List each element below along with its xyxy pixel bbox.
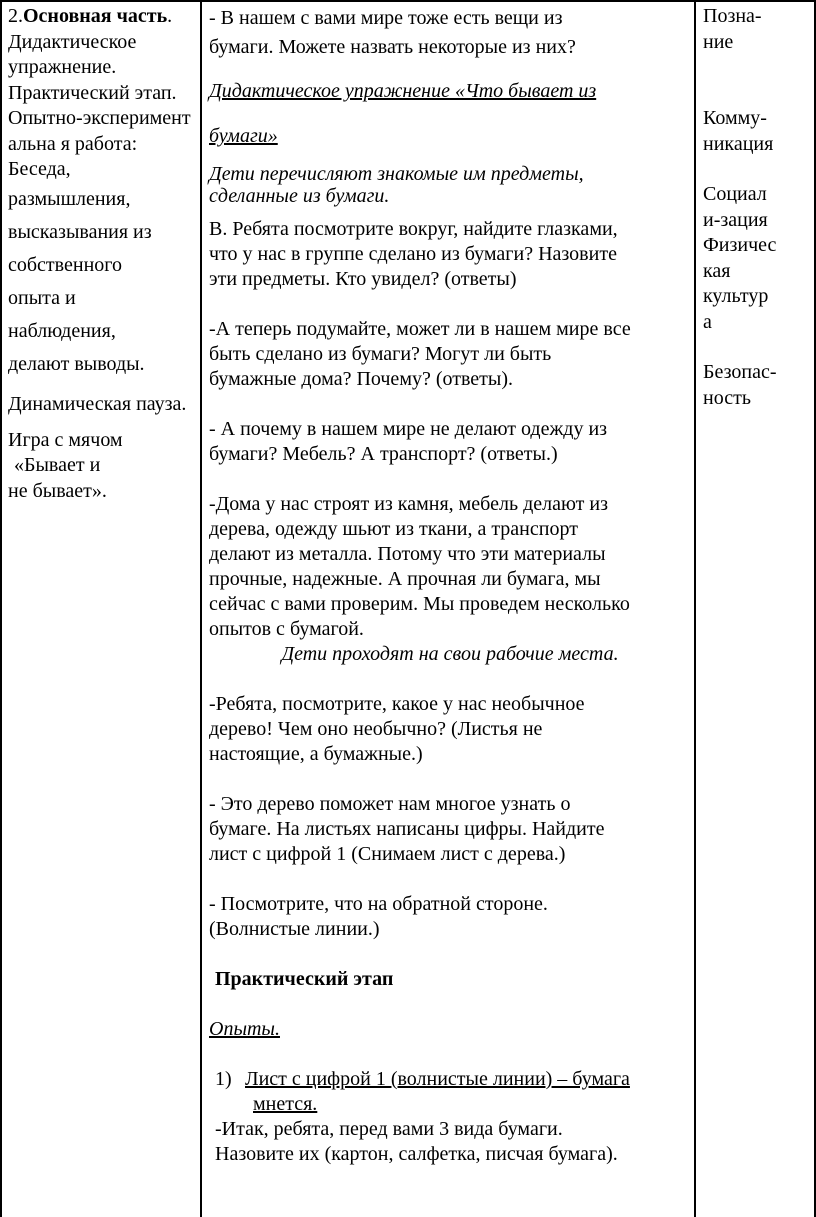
stage-text: собственного xyxy=(8,253,122,276)
content-line: лист с цифрой 1 (Снимаем лист с дерева.) xyxy=(209,843,566,865)
content-line: быть сделано из бумаги? Могут ли быть xyxy=(209,343,552,365)
content-line: прочные, надежные. А прочная ли бумага, мы xyxy=(209,568,601,590)
stage-title: Основная часть xyxy=(23,5,168,27)
stage-heading xyxy=(8,4,196,30)
column-divider-2 xyxy=(694,0,696,1217)
stage-text: наблюдения, xyxy=(8,319,116,342)
content-line: Дети проходят на свои рабочие места. xyxy=(281,643,619,665)
stage-text: Практический этап. xyxy=(8,81,177,104)
content-line: дерево! Чем оно необычно? (Листья не xyxy=(209,718,543,740)
content-line: -Итак, ребята, перед вами 3 вида бумаги. xyxy=(215,1118,563,1140)
list-item xyxy=(209,1067,691,1117)
content-line: опытов с бумагой. xyxy=(209,618,364,640)
area-label: кая xyxy=(703,259,731,282)
stage-number: 2. xyxy=(8,5,23,27)
list-body xyxy=(245,1067,685,1117)
stage-title-punct: . xyxy=(167,5,173,27)
content-line: бумаге. На листьях написаны цифры. Найдите xyxy=(209,818,605,840)
area-label: Безопас- xyxy=(703,361,777,383)
content-line: -Ребята, посмотрите, какое у нас необычное xyxy=(209,693,585,715)
content-line: бумажные дома? Почему? (ответы). xyxy=(209,368,514,390)
list-text: мнется. xyxy=(253,1093,318,1115)
content-line: эти предметы. Кто увидел? (ответы) xyxy=(209,268,517,290)
stage-text: размышления, xyxy=(8,187,131,210)
content-line: - Это дерево поможет нам многое узнать о xyxy=(209,793,571,815)
area-label: Социал xyxy=(703,183,767,205)
area-label: Физичес xyxy=(703,234,777,256)
area-label: Комму- xyxy=(703,107,767,129)
stage-text: Опытно-экспериментальна я работа: xyxy=(8,107,191,155)
content-line: сделанные из бумаги. xyxy=(209,185,390,207)
stage-text: Дидактическое упражнение. xyxy=(8,30,137,78)
content-line: Назовите их (картон, салфетка, писчая бумага). xyxy=(215,1143,618,1165)
list-number: 1) xyxy=(215,1068,232,1090)
content-line: делают из металла. Потому что эти материалы xyxy=(209,543,606,565)
stage-text: Динамическая пауза. xyxy=(8,392,187,415)
stage-text: высказывания из xyxy=(8,220,152,243)
content-line: -А теперь подумайте, может ли в нашем мире все xyxy=(209,318,631,340)
stage-column xyxy=(8,4,196,504)
section-heading: Практический этап xyxy=(215,968,394,990)
content-line: бумаги. Можете назвать некоторые из них? xyxy=(209,36,576,58)
list-text: Лист с цифрой 1 (волнистые линии) – бумага xyxy=(245,1068,630,1090)
section-subheading: Опыты. xyxy=(209,1018,280,1040)
area-label: а xyxy=(703,310,712,333)
content-line: - Посмотрите, что на обратной стороне. xyxy=(209,893,548,915)
area-label: культур xyxy=(703,285,769,307)
table-left-border xyxy=(0,0,2,1217)
content-line: настоящие, а бумажные.) xyxy=(209,743,423,765)
area-label: ние xyxy=(703,30,734,53)
area-label: ность xyxy=(703,386,751,409)
content-line: -Дома у нас строят из камня, мебель делают из xyxy=(209,493,609,515)
content-line: В. Ребята посмотрите вокруг, найдите глазками, xyxy=(209,218,618,240)
content-line: что у нас в группе сделано из бумаги? Назовите xyxy=(209,243,617,265)
content-line: - В нашем с вами мире тоже есть вещи из xyxy=(209,7,563,29)
content-line: дерева, одежду шьют из ткани, а транспорт xyxy=(209,518,578,540)
exercise-title: бумаги» xyxy=(209,125,278,147)
stage-text: Беседа, xyxy=(8,158,71,180)
column-divider-1 xyxy=(200,0,202,1217)
content-line: (Волнистые линии.) xyxy=(209,918,380,940)
content-line: - А почему в нашем мире не делают одежду из xyxy=(209,418,608,440)
area-label: никация xyxy=(703,132,774,155)
stage-text: делают выводы. xyxy=(8,352,145,375)
content-column xyxy=(209,4,691,1167)
area-label: Позна- xyxy=(703,5,762,27)
stage-text: не бывает». xyxy=(8,479,107,502)
area-label: и-зация xyxy=(703,208,768,231)
stage-text: Игра с мячом xyxy=(8,428,123,451)
areas-column xyxy=(703,4,809,411)
exercise-title: Дидактическое упражнение «Что бывает из xyxy=(209,80,597,102)
stage-text: «Бывает и xyxy=(14,454,101,476)
stage-text: опыта и xyxy=(8,286,76,309)
content-line: Дети перечисляют знакомые им предметы, xyxy=(209,163,584,185)
content-line: сейчас с вами проверим. Мы проведем несколько xyxy=(209,593,630,615)
content-line: бумаги? Мебель? А транспорт? (ответы.) xyxy=(209,443,558,465)
